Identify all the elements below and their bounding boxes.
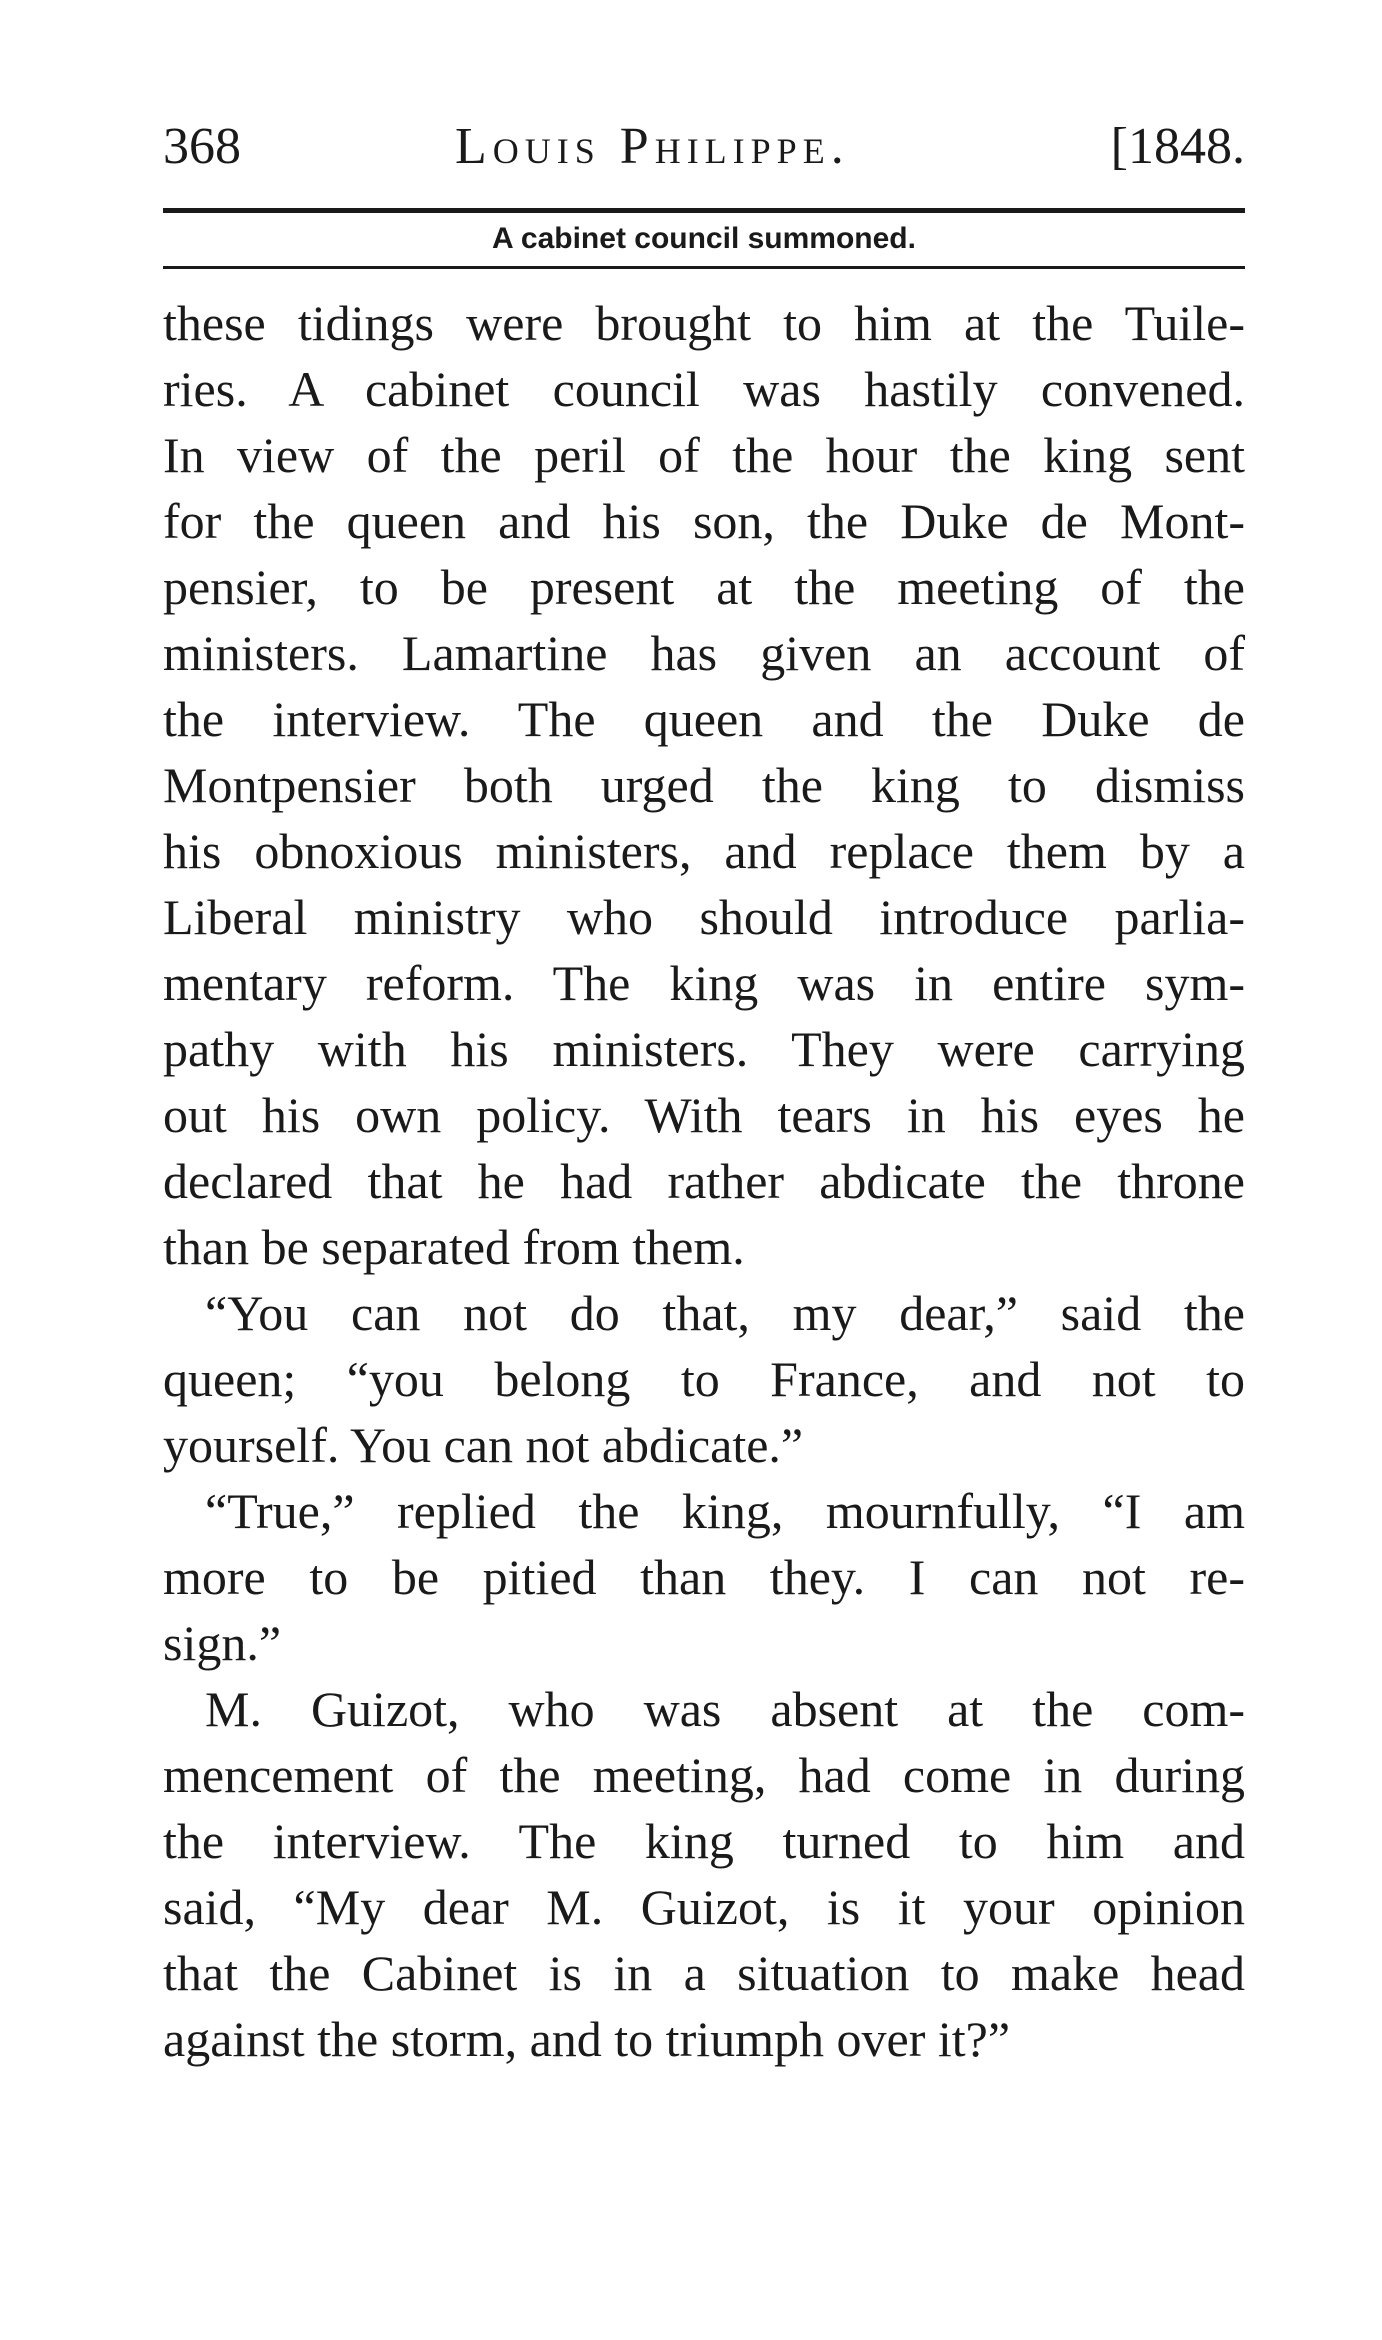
running-head xyxy=(163,112,1245,182)
text-line: the interview. The king turned to him and xyxy=(163,1813,1245,1869)
text-line: mentary reform. The king was in entire sym- xyxy=(163,955,1245,1011)
text-line: queen; “you belong to France, and not to xyxy=(163,1351,1245,1407)
text-line: yourself. You can not abdicate.” xyxy=(163,1417,804,1473)
body-text xyxy=(163,290,1245,2072)
text-line: pensier, to be present at the meeting of the xyxy=(163,559,1245,615)
text-line: pathy with his ministers. They were carrying xyxy=(163,1021,1245,1077)
text-line: mencement of the meeting, had come in during xyxy=(163,1747,1245,1803)
text-line: In view of the peril of the hour the king sent xyxy=(163,427,1245,483)
text-line: sign.” xyxy=(163,1615,282,1671)
text-line: ministers. Lamartine has given an account of xyxy=(163,625,1245,681)
text-line: that the Cabinet is in a situation to make head xyxy=(163,1945,1245,2001)
page-number: 368 xyxy=(163,118,241,175)
running-title: Louis Philippe. xyxy=(455,118,850,175)
text-line: for the queen and his son, the Duke de Mont- xyxy=(163,493,1245,549)
text-line: these tidings were brought to him at the Tuile- xyxy=(163,295,1245,351)
text-line: Liberal ministry who should introduce parlia- xyxy=(163,889,1245,945)
text-line: out his own policy. With tears in his eyes he xyxy=(163,1087,1245,1143)
text-line: Montpensier both urged the king to dismiss xyxy=(163,757,1245,813)
text-line: said, “My dear M. Guizot, is it your opinion xyxy=(163,1879,1245,1935)
text-line: his obnoxious ministers, and replace them by a xyxy=(163,823,1245,879)
text-line: more to be pitied than they. I can not re- xyxy=(163,1549,1245,1605)
text-line: ries. A cabinet council was hastily convened. xyxy=(163,361,1245,417)
text-line: M. Guizot, who was absent at the com- xyxy=(205,1681,1245,1737)
section-heading: A cabinet council summoned. xyxy=(492,222,916,255)
text-line: against the storm, and to triumph over it?” xyxy=(163,2011,1011,2067)
text-line: “You can not do that, my dear,” said the xyxy=(205,1285,1245,1341)
text-line: “True,” replied the king, mournfully, “I am xyxy=(205,1483,1245,1539)
header-rule-bottom xyxy=(163,266,1245,269)
running-year: [1848. xyxy=(1110,118,1245,175)
text-line: declared that he had rather abdicate the throne xyxy=(163,1153,1245,1209)
text-line: than be separated from them. xyxy=(163,1219,745,1275)
text-line: the interview. The queen and the Duke de xyxy=(163,691,1245,747)
